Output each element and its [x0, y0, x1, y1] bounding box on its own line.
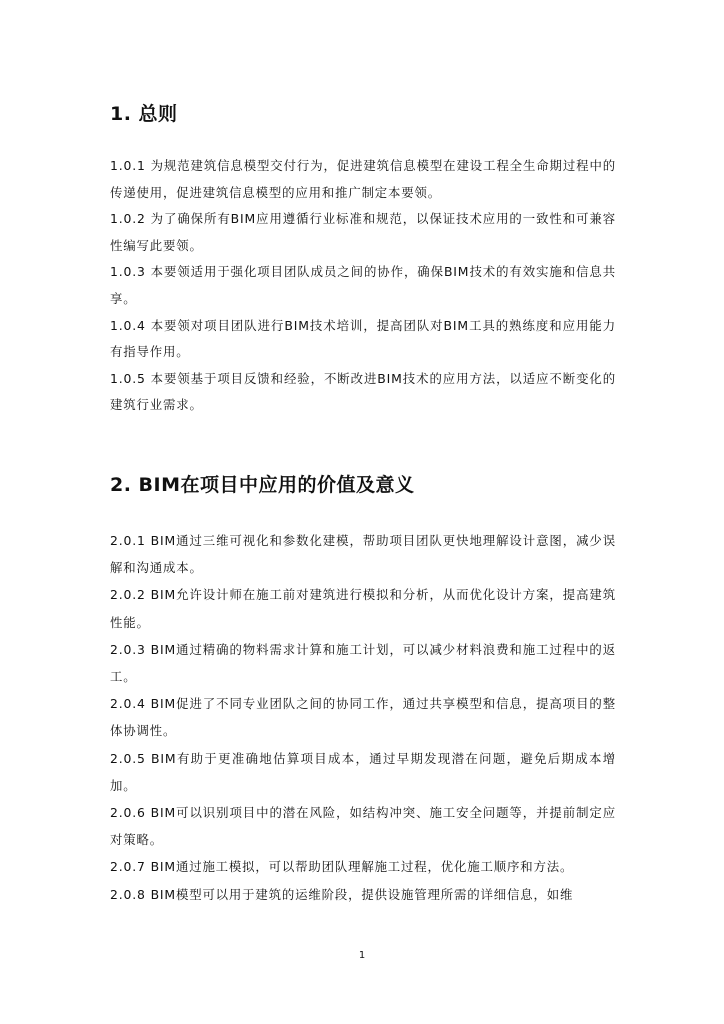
clause-1-0-5: 1.0.5 本要领基于项目反馈和经验，不断改进BIM技术的应用方法，以适应不断变化的建筑行业需求。	[110, 370, 616, 413]
section-1-heading: 1. 总则	[110, 103, 178, 125]
section-1-body	[110, 153, 616, 419]
page-number: 1	[358, 950, 366, 961]
clause-2-0-2: 2.0.2 BIM允许设计师在施工前对建筑进行模拟和分析，从而优化设计方案，提高建筑性能。	[110, 587, 616, 630]
clause-2-0-5: 2.0.5 BIM有助于更准确地估算项目成本，通过早期发现潜在问题，避免后期成本增加。	[110, 750, 616, 793]
clause-1-0-2: 1.0.2 为了确保所有BIM应用遵循行业标准和规范，以保证技术应用的一致性和可兼容性编写此要领。	[110, 211, 616, 253]
clause-2-0-6: 2.0.6 BIM可以识别项目中的潜在风险，如结构冲突、施工安全问题等，并提前制定应对策略。	[110, 805, 616, 848]
section-2-body	[110, 527, 616, 908]
clause-1-0-4: 1.0.4 本要领对项目团队进行BIM技术培训，提高团队对BIM工具的熟练度和应用能力有指导作用。	[110, 317, 616, 360]
clause-1-0-1: 1.0.1 为规范建筑信息模型交付行为，促进建筑信息模型在建设工程全生命期过程中的传递使用，促进建筑信息模型的应用和推广制定本要领。	[110, 158, 616, 200]
clause-2-0-3: 2.0.3 BIM通过精确的物料需求计算和施工计划，可以减少材料浪费和施工过程中的返工。	[110, 641, 616, 685]
clause-2-0-1: 2.0.1 BIM通过三维可视化和参数化建模，帮助项目团队更快地理解设计意图，减少误解和沟通成本。	[110, 533, 616, 576]
clause-2-0-4: 2.0.4 BIM促进了不同专业团队之间的协同工作，通过共享模型和信息，提高项目的整体协调性。	[110, 696, 616, 739]
clause-2-0-8: 2.0.8 BIM模型可以用于建筑的运维阶段，提供设施管理所需的详细信息，如维	[110, 886, 574, 902]
clause-2-0-7: 2.0.7 BIM通过施工模拟，可以帮助团队理解施工过程，优化施工顺序和方法。	[110, 859, 574, 875]
section-2-heading: 2. BIM在项目中应用的价值及意义	[110, 474, 415, 496]
clause-1-0-3: 1.0.3 本要领适用于强化项目团队成员之间的协作，确保BIM技术的有效实施和信息共享。	[110, 264, 616, 306]
